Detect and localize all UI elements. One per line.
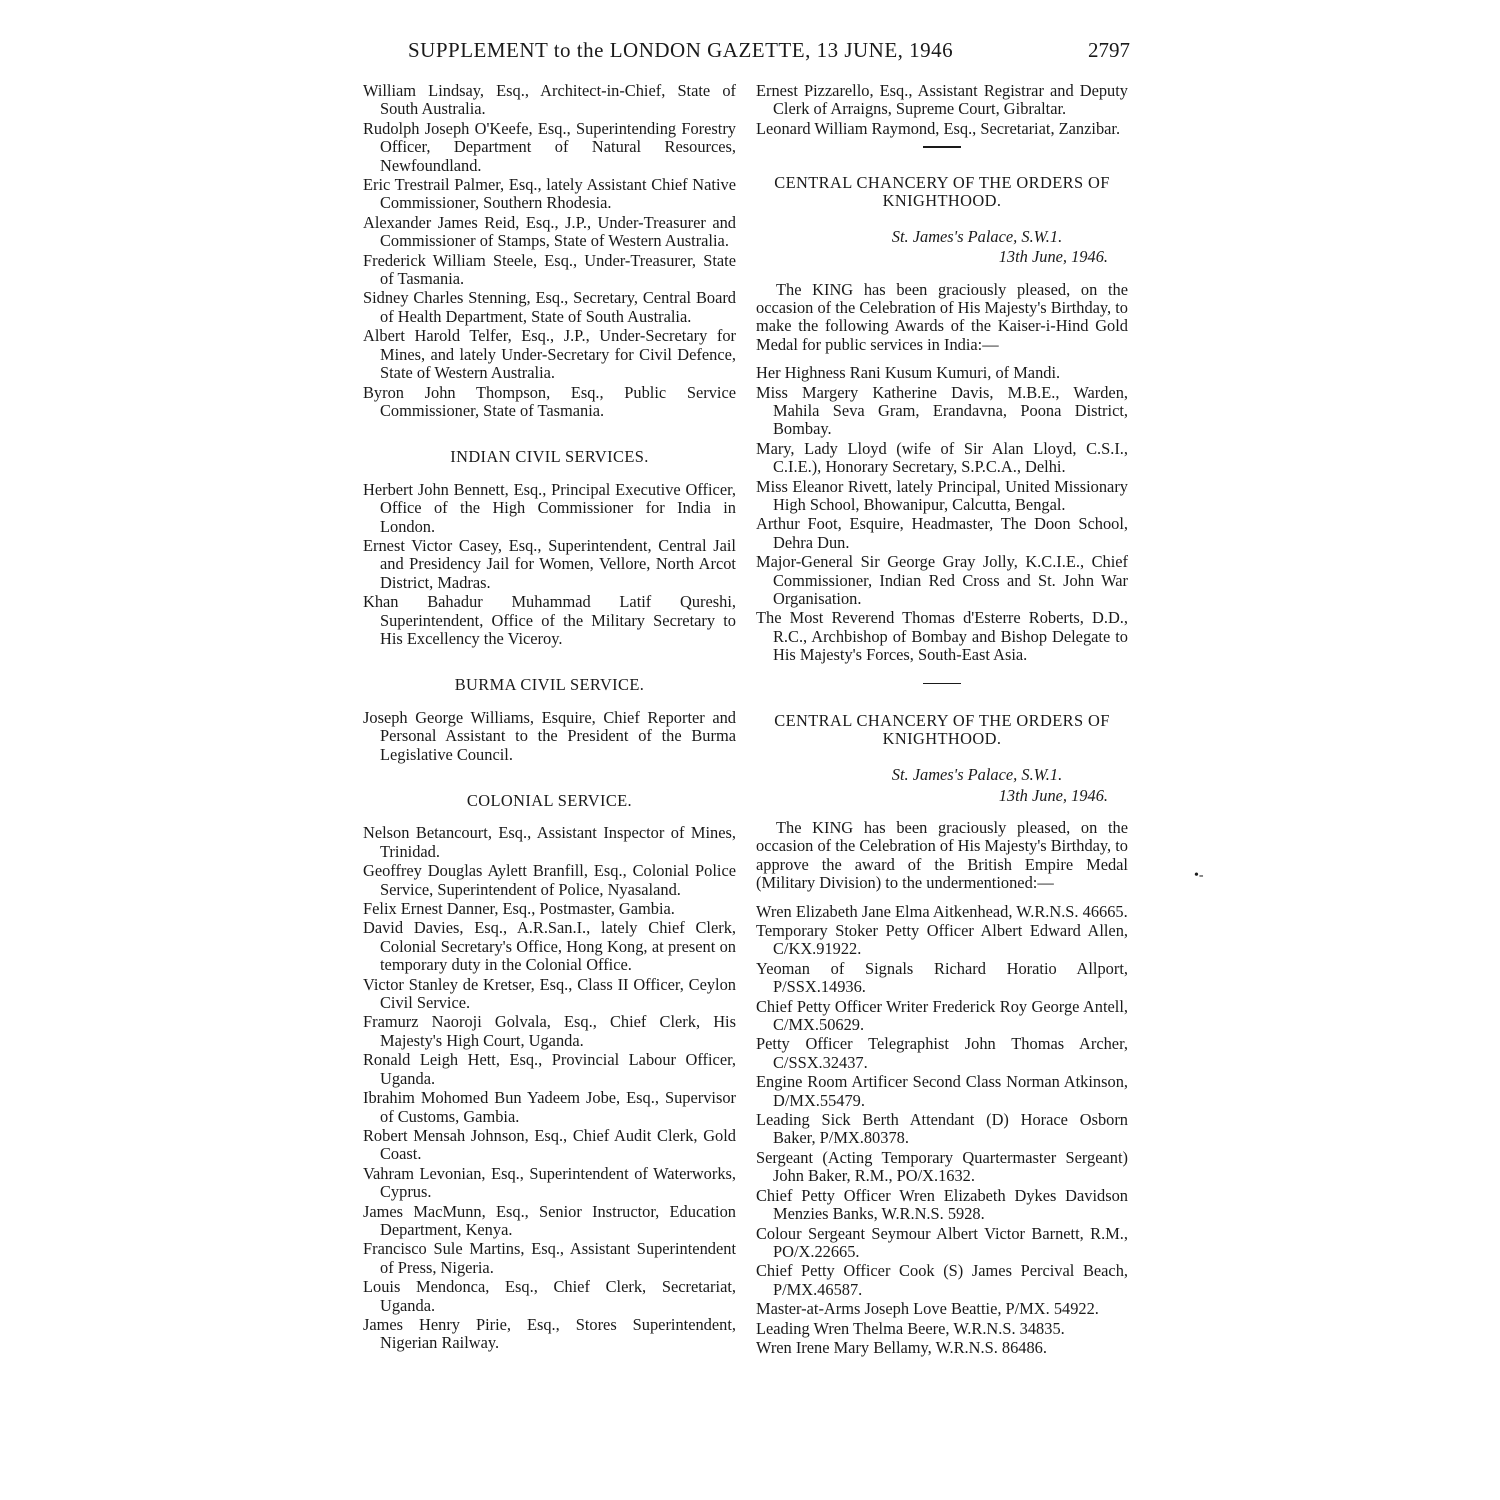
burma-civil-service-heading: BURMA CIVIL SERVICE. <box>454 675 645 695</box>
list-entry: Felix Ernest Danner, Esq., Postmaster, Gambia. <box>363 899 675 919</box>
chancery-date-1: 13th June, 1946. <box>998 247 1108 267</box>
list-entry: James Henry Pirie, Esq., Stores Superintendent, Nigerian Railway. <box>363 1314 736 1353</box>
indian-civil-services-heading: INDIAN CIVIL SERVICES. <box>450 447 649 467</box>
chancery-place-1: St. James's Palace, S.W.1. <box>891 226 1063 246</box>
list-entry: Chief Petty Officer Wren Elizabeth Dykes Davidson Menzies Banks, W.R.N.S. 5928. <box>756 1185 1128 1224</box>
list-entry: The Most Reverend Thomas d'Esterre Roberts, D.D., R.C., Archbishop of Bombay and Bishop Delegate to His Majesty's Forces, South-East Asia. <box>756 608 1128 665</box>
list-entry: Khan Bahadur Muhammad Latif Qureshi, Superintendent, Office of the Military Secretary to His Excellency the Viceroy. <box>363 592 736 648</box>
list-entry: Miss Eleanor Rivett, lately Principal, United Missionary High School, Bhowanipur, Calcutta, Bengal. <box>756 476 1128 514</box>
list-entry: Frederick William Steele, Esq., Under-Treasurer, State of Tasmania. <box>363 250 736 289</box>
state-appointments-list <box>363 82 736 420</box>
list-entry: Wren Elizabeth Jane Elma Aitkenhead, W.R.N.S. 46665. <box>756 901 1128 921</box>
chancery-heading-1: CENTRAL CHANCERY OF THE ORDERS OF KNIGHTHOOD. <box>774 172 1110 210</box>
list-entry: Vahram Levonian, Esq., Superintendent of Waterworks, Cyprus. <box>363 1163 736 1202</box>
list-entry: Eric Trestrail Palmer, Esq., lately Assistant Chief Native Commissioner, Southern Rhodesia. <box>363 175 736 213</box>
list-entry: Byron John Thompson, Esq., Public Service Commissioner, State of Tasmania. <box>363 382 736 420</box>
chancery-heading-2: CENTRAL CHANCERY OF THE ORDERS OF KNIGHTHOOD. <box>774 711 1110 749</box>
british-empire-medal-list <box>756 903 1128 1358</box>
section-divider <box>923 146 961 148</box>
list-entry: Colour Sergeant Seymour Albert Victor Barnett, R.M., PO/X.22665. <box>756 1223 1128 1261</box>
list-entry: William Lindsay, Esq., Architect-in-Chief, State of South Australia. <box>363 81 736 119</box>
kaiser-i-hind-intro: The KING has been graciously pleased, on the occasion of the Celebration of His Majesty's Birthday, to make the following Awards of the Kaiser-i-Hind Gold Medal for public services in India:— <box>756 279 1128 354</box>
list-entry: Engine Room Artificer Second Class Norman Atkinson, D/MX.55479. <box>756 1072 1128 1110</box>
list-entry: Ernest Victor Casey, Esq., Superintendent, Central Jail and Presidency Jail for Women, Vellore, North Arcot District, Madras. <box>363 535 736 592</box>
list-entry: Robert Mensah Johnson, Esq., Chief Audit Clerk, Gold Coast. <box>363 1125 736 1164</box>
list-entry: Louis Mendonca, Esq., Chief Clerk, Secretariat, Uganda. <box>363 1277 736 1315</box>
list-entry: Chief Petty Officer Cook (S) James Percival Beach, P/MX.46587. <box>756 1261 1128 1299</box>
list-entry: Her Highness Rani Kusum Kumuri, of Mandi. <box>756 363 1061 383</box>
colonial-service-list <box>363 824 736 1352</box>
list-entry: Arthur Foot, Esquire, Headmaster, The Doon School, Dehra Dun. <box>756 514 1128 552</box>
list-entry: Geoffrey Douglas Aylett Branfill, Esq., Colonial Police Service, Superintendent of Police, Nyasaland. <box>363 861 736 899</box>
list-entry: Ibrahim Mohomed Bun Yadeem Jobe, Esq., Supervisor of Customs, Gambia. <box>363 1088 736 1126</box>
list-entry: Major-General Sir George Gray Jolly, K.C.I.E., Chief Commissioner, Indian Red Cross and St. John War Organisation. <box>756 552 1128 609</box>
chancery-date-2: 13th June, 1946. <box>998 785 1108 805</box>
colonial-service-heading: COLONIAL SERVICE. <box>466 791 633 810</box>
indian-civil-services-list <box>363 481 736 649</box>
list-entry: Francisco Sule Martins, Esq., Assistant Superintendent of Press, Nigeria. <box>363 1239 736 1277</box>
list-entry: James MacMunn, Esq., Senior Instructor, Education Department, Kenya. <box>363 1201 736 1239</box>
list-entry: Wren Irene Mary Bellamy, W.R.N.S. 86486. <box>756 1337 1047 1357</box>
page-number: 2797 <box>1088 38 1130 62</box>
list-entry: Chief Petty Officer Writer Frederick Roy George Antell, C/MX.50629. <box>756 996 1128 1035</box>
list-entry: Sergeant (Acting Temporary Quartermaster Sergeant) John Baker, R.M., PO/X.1632. <box>756 1147 1128 1186</box>
burma-civil-service-list <box>363 709 736 764</box>
list-entry: Rudolph Joseph O'Keefe, Esq., Superintending Forestry Officer, Department of Natural Resources, Newfoundland. <box>363 118 736 175</box>
list-entry: Nelson Betancourt, Esq., Assistant Inspector of Mines, Trinidad. <box>363 823 736 861</box>
gazette-title: SUPPLEMENT to the LONDON GAZETTE, 13 JUNE, 1946 <box>408 38 954 62</box>
colonial-service-continued-list <box>756 82 1128 138</box>
list-entry: Leonard William Raymond, Esq., Secretariat, Zanzibar. <box>756 118 1121 138</box>
list-entry: Leading Sick Berth Attendant (D) Horace Osborn Baker, P/MX.80378. <box>756 1110 1128 1148</box>
left-column <box>363 82 736 1354</box>
list-entry: Miss Margery Katherine Davis, M.B.E., Warden, Mahila Seva Gram, Erandavna, Poona District, Bombay. <box>756 382 1128 439</box>
kaiser-i-hind-list <box>756 364 1128 665</box>
list-entry: Alexander James Reid, Esq., J.P., Under-Treasurer and Commissioner of Stamps, State of Western Australia. <box>363 212 736 251</box>
list-entry: Victor Stanley de Kretser, Esq., Class II Officer, Ceylon Civil Service. <box>363 974 736 1013</box>
list-entry: Ernest Pizzarello, Esq., Assistant Registrar and Deputy Clerk of Arraigns, Supreme Court, Gibraltar. <box>756 81 1128 119</box>
bem-intro: The KING has been graciously pleased, on the occasion of the Celebration of His Majesty's Birthday, to approve the award of the British Empire Medal (Military Division) to the undermentioned:— <box>756 817 1128 893</box>
list-entry: Sidney Charles Stenning, Esq., Secretary, Central Board of Health Department, State of South Australia. <box>363 288 736 326</box>
list-entry: Mary, Lady Lloyd (wife of Sir Alan Lloyd, C.S.I., C.I.E.), Honorary Secretary, S.P.C.A., Delhi. <box>756 438 1128 477</box>
list-entry: Leading Wren Thelma Beere, W.R.N.S. 34835. <box>756 1318 1065 1338</box>
list-entry: David Davies, Esq., A.R.San.I., lately Chief Clerk, Colonial Secretary's Office, Hong Kong, at present on temporary duty in the Colonial Office. <box>363 918 736 975</box>
right-column <box>756 82 1128 1358</box>
list-entry: Master-at-Arms Joseph Love Beattie, P/MX. 54922. <box>756 1299 1099 1319</box>
list-entry: Albert Harold Telfer, Esq., J.P., Under-Secretary for Mines, and lately Under-Secretary for Civil Defence, State of Western Australia. <box>363 326 736 383</box>
list-entry: Herbert John Bennett, Esq., Principal Executive Officer, Office of the High Commissioner for India in London. <box>363 479 736 536</box>
section-divider <box>923 683 961 685</box>
list-entry: Yeoman of Signals Richard Horatio Allport, P/SSX.14936. <box>756 958 1128 997</box>
page-header <box>0 38 1500 66</box>
list-entry: Joseph George Williams, Esquire, Chief Reporter and Personal Assistant to the President of the Burma Legislative Council. <box>363 707 736 764</box>
chancery-place-2: St. James's Palace, S.W.1. <box>891 765 1063 785</box>
list-entry: Ronald Leigh Hett, Esq., Provincial Labour Officer, Uganda. <box>363 1050 736 1088</box>
list-entry: Temporary Stoker Petty Officer Albert Edward Allen, C/KX.91922. <box>756 921 1128 959</box>
list-entry: Framurz Naoroji Golvala, Esq., Chief Clerk, His Majesty's High Court, Uganda. <box>363 1012 736 1050</box>
stray-mark: •- <box>1194 868 1204 883</box>
list-entry: Petty Officer Telegraphist John Thomas Archer, C/SSX.32437. <box>756 1034 1128 1072</box>
